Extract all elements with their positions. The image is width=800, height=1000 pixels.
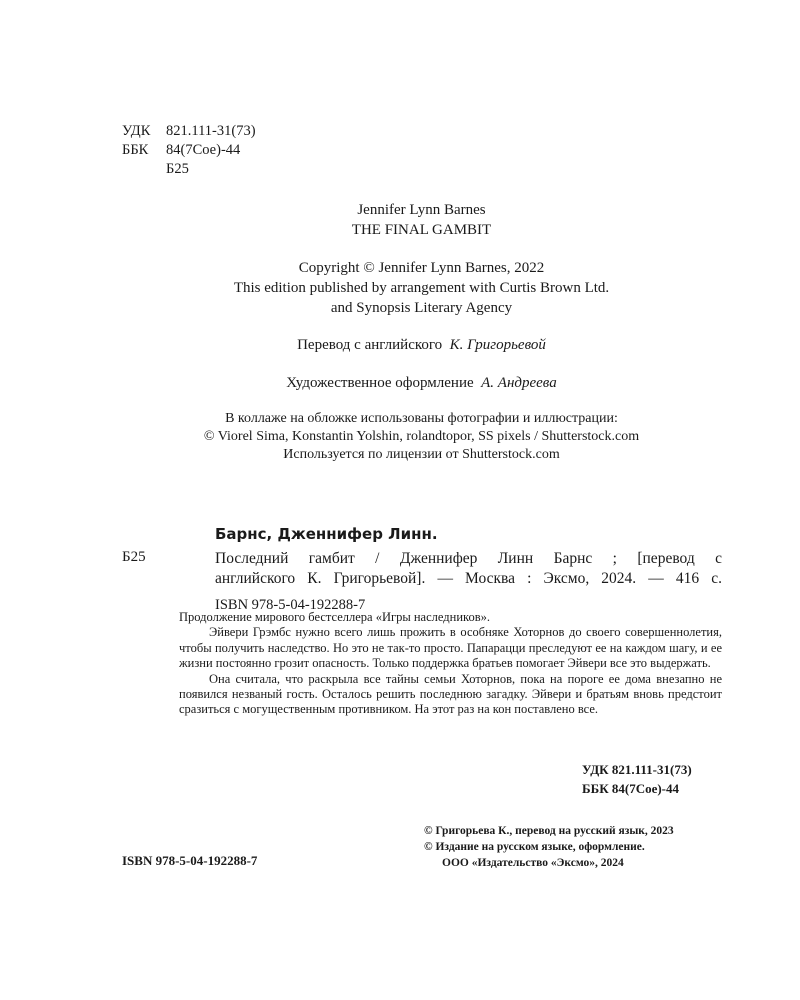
author-mark: Б25 <box>166 161 189 177</box>
annotation-paragraph-3: Она считала, что раскрыла все тайны семьи Хоторнов, пока на пороге ее дома внезапно не появился незваный гость. Осталось решить последнюю загадку. Эйвери и братьям вновь предстоит сразиться с могущественным противником. На этот раз на кон поставлено все. <box>179 671 722 717</box>
bbk-row <box>122 141 256 160</box>
classification-codes <box>122 122 256 179</box>
annotation-paragraph-1: Продолжение мирового бестселлера «Игры наследников». <box>179 610 490 624</box>
original-title: THE FINAL GAMBIT <box>351 222 492 238</box>
catalog-line-2: английского К. Григорьевой]. — Москва : Эксмо, 2024. — 416 с. <box>215 570 722 587</box>
cover-collage-credit <box>0 410 800 464</box>
translation-label: Перевод с английского <box>297 337 443 353</box>
original-edition <box>0 200 800 240</box>
udk-code-bottom: УДК 821.111-31(73) <box>582 762 692 777</box>
catalog-line-1: Последний гамбит / Дженнифер Линн Барнс ; [перевод с <box>215 550 722 567</box>
bbk-code-bottom: ББК 84(7Сое)-44 <box>582 781 680 796</box>
annotation-paragraph-2: Эйвери Грэмбс нужно всего лишь прожить в особняке Хоторнов до своего совершеннолетия, чтобы получить наследство. Но это не так-то просто. Папарацци преследуют ее на каждом шагу, и ее жизни постоянно грозит опасность. Только поддержка братьев помогает Эйвери все это выдержать. <box>179 625 722 671</box>
copyright-line-1: Copyright © Jennifer Lynn Barnes, 2022 <box>298 260 545 276</box>
rights-line-3: ООО «Издательство «Эксмо», 2024 <box>442 857 624 869</box>
rights-line-1: © Григорьева К., перевод на русский язык, 2023 <box>424 825 674 837</box>
design-label: Художественное оформление <box>286 375 474 391</box>
annotation <box>179 610 722 718</box>
catalog-author: Барнс, Дженнифер Линн. <box>215 525 438 543</box>
translation-credit <box>0 335 800 355</box>
collage-line-2: © Viorel Sima, Konstantin Yolshin, rolandtopor, SS pixels / Shutterstock.com <box>203 429 640 444</box>
collage-line-1: В коллаже на обложке использованы фотографии и иллюстрации: <box>225 411 618 426</box>
classification-codes-bottom <box>582 760 692 798</box>
rights-line-2: © Издание на русском языке, оформление. <box>424 841 645 853</box>
design-credit <box>0 373 800 393</box>
copyright-notice <box>0 258 800 318</box>
rights-notice <box>424 823 674 871</box>
collage-line-3: Используется по лицензии от Shutterstock.com <box>283 447 560 462</box>
original-author: Jennifer Lynn Barnes <box>357 202 486 218</box>
udk-row <box>122 122 256 141</box>
udk-label: УДК <box>122 123 151 139</box>
catalog-isbn: ISBN 978-5-04-192288-7 <box>215 597 366 613</box>
udk-code: 821.111-31(73) <box>166 123 256 139</box>
designer-name: А. Андреева <box>481 375 557 391</box>
copyright-line-2: This edition published by arrangement with Curtis Brown Ltd. <box>233 280 610 296</box>
bbk-label: ББК <box>122 142 149 158</box>
bbk-code: 84(7Сое)-44 <box>166 142 241 158</box>
translator-name: К. Григорьевой <box>449 337 546 353</box>
copyright-line-3: and Synopsis Literary Agency <box>330 300 513 316</box>
catalog-author-mark: Б25 <box>122 549 146 565</box>
catalog-description <box>215 549 722 589</box>
isbn-bottom: ISBN 978-5-04-192288-7 <box>122 853 258 868</box>
